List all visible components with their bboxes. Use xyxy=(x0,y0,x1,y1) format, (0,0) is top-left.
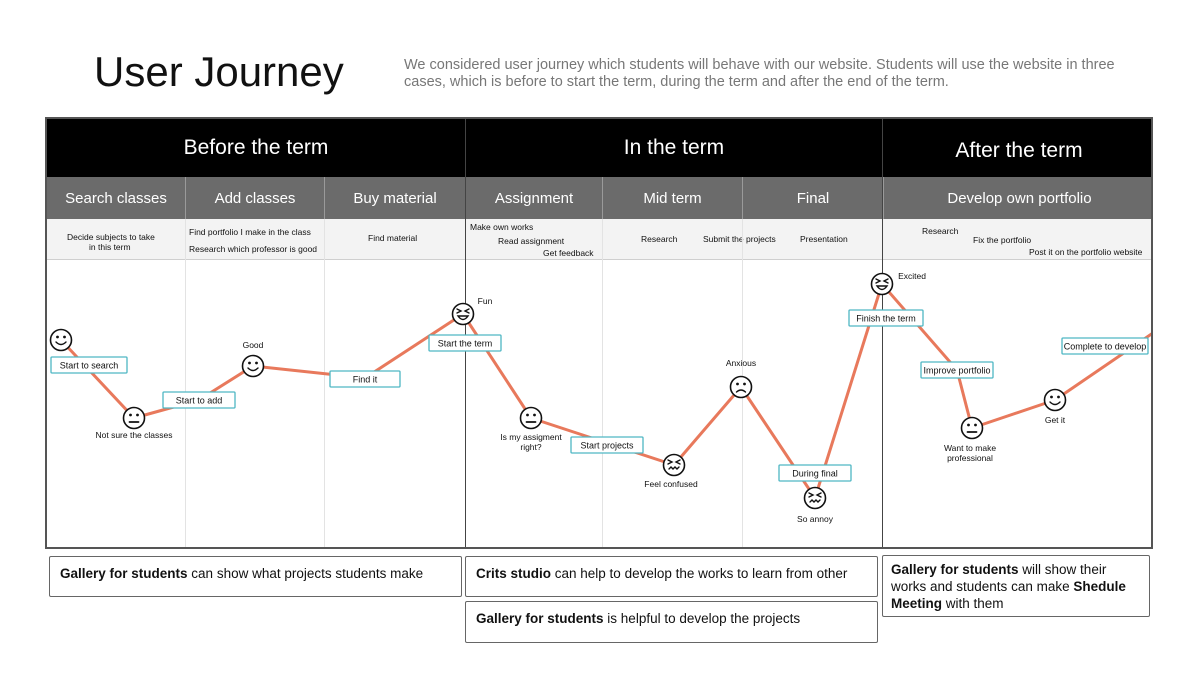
journey-step-text: Improve portfolio xyxy=(923,365,991,376)
journey-line xyxy=(61,284,1153,498)
journey-line-chart xyxy=(47,119,1153,549)
journey-step-label xyxy=(1062,338,1148,354)
action-text: Fix the portfolio xyxy=(973,235,1032,245)
stage-buy-material: Buy material xyxy=(324,177,465,219)
happy-face-icon xyxy=(51,330,72,351)
journey-step-text: Find it xyxy=(352,374,378,385)
laugh-face-icon xyxy=(453,304,474,325)
emotion-label: Want to make professional xyxy=(943,443,997,463)
anxious-face-icon xyxy=(731,377,752,398)
note-bold: Gallery for students xyxy=(60,566,188,581)
journey-step-label xyxy=(330,371,400,387)
journey-step-text: Complete to develop xyxy=(1063,341,1147,352)
note-text: can show what projects students make xyxy=(187,566,424,581)
action-text: Find material xyxy=(368,233,418,243)
journey-step-text: During final xyxy=(792,468,838,479)
journey-step-label xyxy=(779,465,851,481)
note-bold: Gallery for students xyxy=(891,562,1019,577)
emotion-label: Fun xyxy=(477,296,493,306)
journey-step-label xyxy=(849,310,923,326)
action-text: Read assignment xyxy=(498,236,565,246)
phase-after-term: After the term xyxy=(883,119,1153,177)
action-text: Submit the projects xyxy=(703,234,776,244)
note-bold: Gallery for students xyxy=(476,611,604,626)
action-text: Get feedback xyxy=(543,248,594,258)
laugh-face-icon xyxy=(872,274,893,295)
phase-in-term: In the term xyxy=(465,119,883,177)
stage-search-classes: Search classes xyxy=(47,177,185,219)
note-gallery-projects xyxy=(49,556,462,597)
action-text: in this term xyxy=(89,242,131,252)
stage-final: Final xyxy=(742,177,883,219)
happy-face-icon xyxy=(243,356,264,377)
journey-step-label xyxy=(51,357,127,373)
phase-before-term: Before the term xyxy=(47,119,465,177)
emotion-label: Feel confused xyxy=(644,479,698,489)
journey-step-label xyxy=(571,437,643,453)
emotion-label: Not sure the classes xyxy=(95,430,173,440)
journey-step-text: Start to add xyxy=(175,395,223,406)
stage-add-classes: Add classes xyxy=(185,177,324,219)
stage-mid-term: Mid term xyxy=(602,177,742,219)
neutral-face-icon xyxy=(124,408,145,429)
neutral-face-icon xyxy=(962,418,983,439)
emotion-label: So annoy xyxy=(797,514,833,524)
journey-step-text: Start the term xyxy=(437,338,493,349)
page-title: User Journey xyxy=(94,48,344,95)
action-text: Research xyxy=(922,226,959,236)
journey-step-label xyxy=(163,392,235,408)
note-bold: Crits studio xyxy=(476,566,552,581)
action-text: Research xyxy=(641,234,678,244)
confused-face-icon xyxy=(805,488,826,509)
journey-step-label xyxy=(921,362,993,378)
action-text: Research which professor is good xyxy=(189,244,318,254)
action-text: Presentation xyxy=(800,234,848,244)
journey-board xyxy=(45,117,1153,549)
note-gallery-helpful xyxy=(465,601,878,643)
journey-step-label xyxy=(429,335,501,351)
page-description: We considered user journey which students will behave with our website. Students will use the website in three cases, which is before to start the term, during the term and after the end of the term. xyxy=(404,57,1115,90)
journey-step-text: Start to search xyxy=(59,360,119,371)
journey-step-text: Start projects xyxy=(580,440,634,451)
emotion-label: Is my assigment right? xyxy=(500,432,562,452)
action-text: Find portfolio I make in the class xyxy=(189,227,311,237)
note-text: will show their works and students can make xyxy=(891,562,1107,594)
stage-develop-portfolio: Develop own portfolio xyxy=(883,177,1153,219)
note-text: can help to develop the works to learn from other xyxy=(551,566,848,581)
note-bold: Shedule Meeting xyxy=(891,579,1126,611)
note-gallery-meeting xyxy=(882,555,1150,617)
emotion-label: Excited xyxy=(898,271,926,281)
neutral-face-icon xyxy=(521,408,542,429)
emotion-label: Good xyxy=(242,340,264,350)
happy-face-icon xyxy=(1045,390,1066,411)
emotion-label: Anxious xyxy=(725,358,757,368)
note-text: with them xyxy=(942,596,1004,611)
emotion-label: Get it xyxy=(1044,415,1066,425)
note-text: is helpful to develop the projects xyxy=(603,611,801,626)
journey-step-text: Finish the term xyxy=(856,313,916,324)
action-text: Post it on the portfolio website xyxy=(1029,247,1143,257)
confused-face-icon xyxy=(664,455,685,476)
stage-assignment: Assignment xyxy=(465,177,602,219)
action-text: Decide subjects to take xyxy=(67,232,155,242)
action-text: Make own works xyxy=(470,222,534,232)
note-crits-studio xyxy=(465,556,878,597)
